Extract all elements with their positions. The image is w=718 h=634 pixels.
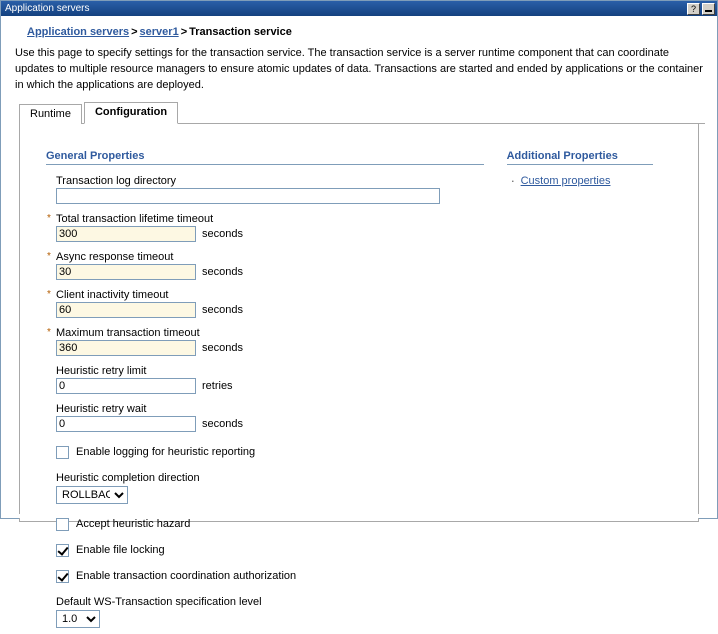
- input-row-heuristic-retry-wait: [56, 416, 499, 432]
- tab-runtime[interactable]: Runtime: [19, 104, 82, 124]
- minimize-button[interactable]: [702, 3, 715, 15]
- checkbox-row-enable-logging[interactable]: [56, 446, 499, 459]
- breadcrumb-link-application-servers[interactable]: Application servers: [27, 26, 130, 38]
- unit-heuristic-retry-wait: seconds: [202, 417, 243, 430]
- field-ws-transaction-spec-level: [56, 596, 499, 628]
- label-accept-heuristic-hazard: Accept heuristic hazard: [76, 518, 191, 531]
- label-enable-file-locking: Enable file locking: [76, 544, 165, 557]
- input-heuristic-retry-limit[interactable]: [56, 378, 196, 394]
- link-custom-properties[interactable]: Custom properties: [520, 174, 611, 187]
- required-marker-icon: *: [47, 250, 51, 262]
- unit-total-transaction-lifetime-timeout: seconds: [202, 227, 243, 240]
- checkbox-row-accept-heuristic-hazard[interactable]: [56, 518, 499, 531]
- unit-client-inactivity-timeout: seconds: [202, 303, 243, 316]
- breadcrumb: [27, 26, 705, 38]
- required-marker-icon: *: [47, 212, 51, 224]
- label-client-inactivity-timeout: [47, 288, 499, 301]
- breadcrumb-link-server1[interactable]: server1: [139, 26, 179, 38]
- status-strip: [1, 514, 717, 518]
- additional-properties-column: [499, 150, 698, 634]
- breadcrumb-current: Transaction service: [189, 26, 292, 38]
- field-total-transaction-lifetime-timeout: [46, 213, 499, 242]
- breadcrumb-separator-2: >: [180, 26, 188, 38]
- field-heuristic-completion-direction: [56, 472, 499, 504]
- input-row-maximum-transaction-timeout: [56, 340, 499, 356]
- label-heuristic-completion-direction: Heuristic completion direction: [56, 471, 200, 484]
- unit-async-response-timeout: seconds: [202, 265, 243, 278]
- input-async-response-timeout[interactable]: [56, 264, 196, 280]
- configuration-panel: [19, 124, 699, 608]
- unit-heuristic-retry-limit: retries: [202, 379, 233, 392]
- checkbox-enable-coordination-authorization[interactable]: [56, 570, 69, 583]
- label-total-transaction-lifetime-timeout: [47, 212, 499, 225]
- input-row-total-transaction-lifetime-timeout: [56, 226, 499, 242]
- window-title: Application servers: [5, 3, 90, 14]
- checkbox-enable-logging[interactable]: [56, 446, 69, 459]
- page-description: Use this page to specify settings for the transaction service. The transaction service is a server runtime component that can coordinate updates to multiple resource managers to ensure atomic updates of data. Transactions are started and ended by applications or the container in which the applications are deployed.: [15, 47, 703, 91]
- label-transaction-log-directory: Transaction log directory: [56, 174, 177, 187]
- label-maximum-transaction-timeout: [47, 326, 499, 339]
- input-row-async-response-timeout: [56, 264, 499, 280]
- label-text-client-inactivity-timeout: Client inactivity timeout: [56, 288, 169, 301]
- checkbox-enable-file-locking[interactable]: [56, 544, 69, 557]
- tab-bar: [19, 104, 705, 124]
- label-heuristic-retry-wait: Heuristic retry wait: [56, 402, 147, 415]
- window-title-bar: [1, 1, 717, 16]
- input-row-client-inactivity-timeout: [56, 302, 499, 318]
- required-marker-icon: *: [47, 326, 51, 338]
- label-enable-coordination-authorization: Enable transaction coordination authorization: [76, 570, 297, 583]
- field-maximum-transaction-timeout: [46, 327, 499, 356]
- label-heuristic-retry-limit: Heuristic retry limit: [56, 364, 147, 377]
- input-client-inactivity-timeout[interactable]: [56, 302, 196, 318]
- select-heuristic-completion-direction[interactable]: [56, 486, 128, 504]
- required-marker-icon: *: [47, 288, 51, 300]
- label-text-maximum-transaction-timeout: Maximum transaction timeout: [56, 326, 200, 339]
- input-maximum-transaction-timeout[interactable]: [56, 340, 196, 356]
- list-item: [507, 175, 698, 187]
- label-text-total-transaction-lifetime-timeout: Total transaction lifetime timeout: [56, 212, 214, 225]
- checkbox-row-enable-coordination-authorization[interactable]: [56, 570, 499, 583]
- field-async-response-timeout: [46, 251, 499, 280]
- field-heuristic-retry-limit: [46, 365, 499, 394]
- field-heuristic-retry-wait: [46, 403, 499, 432]
- additional-properties-heading: Additional Properties: [507, 150, 653, 165]
- general-properties-heading: General Properties: [46, 150, 484, 165]
- unit-maximum-transaction-timeout: seconds: [202, 341, 243, 354]
- input-heuristic-retry-wait[interactable]: [56, 416, 196, 432]
- panel-columns: [20, 124, 698, 634]
- select-ws-transaction-spec-level[interactable]: [56, 610, 100, 628]
- help-button[interactable]: ?: [687, 3, 700, 15]
- checkbox-accept-heuristic-hazard[interactable]: [56, 518, 69, 531]
- label-async-response-timeout: [47, 250, 499, 263]
- input-total-transaction-lifetime-timeout[interactable]: [56, 226, 196, 242]
- breadcrumb-separator-1: >: [131, 26, 138, 38]
- label-enable-logging: Enable logging for heuristic reporting: [76, 446, 256, 459]
- label-ws-transaction-spec-level: Default WS-Transaction specification level: [56, 595, 262, 608]
- additional-properties-list: [507, 175, 698, 187]
- general-properties-column: [20, 150, 499, 634]
- tab-configuration[interactable]: Configuration: [84, 102, 178, 124]
- field-client-inactivity-timeout: [46, 289, 499, 318]
- field-transaction-log-directory: [46, 175, 499, 204]
- input-transaction-log-directory[interactable]: [56, 188, 440, 204]
- label-text-async-response-timeout: Async response timeout: [56, 250, 174, 263]
- page-content: [1, 16, 717, 608]
- checkbox-row-enable-file-locking[interactable]: [56, 544, 499, 557]
- input-row-heuristic-retry-limit: [56, 378, 499, 394]
